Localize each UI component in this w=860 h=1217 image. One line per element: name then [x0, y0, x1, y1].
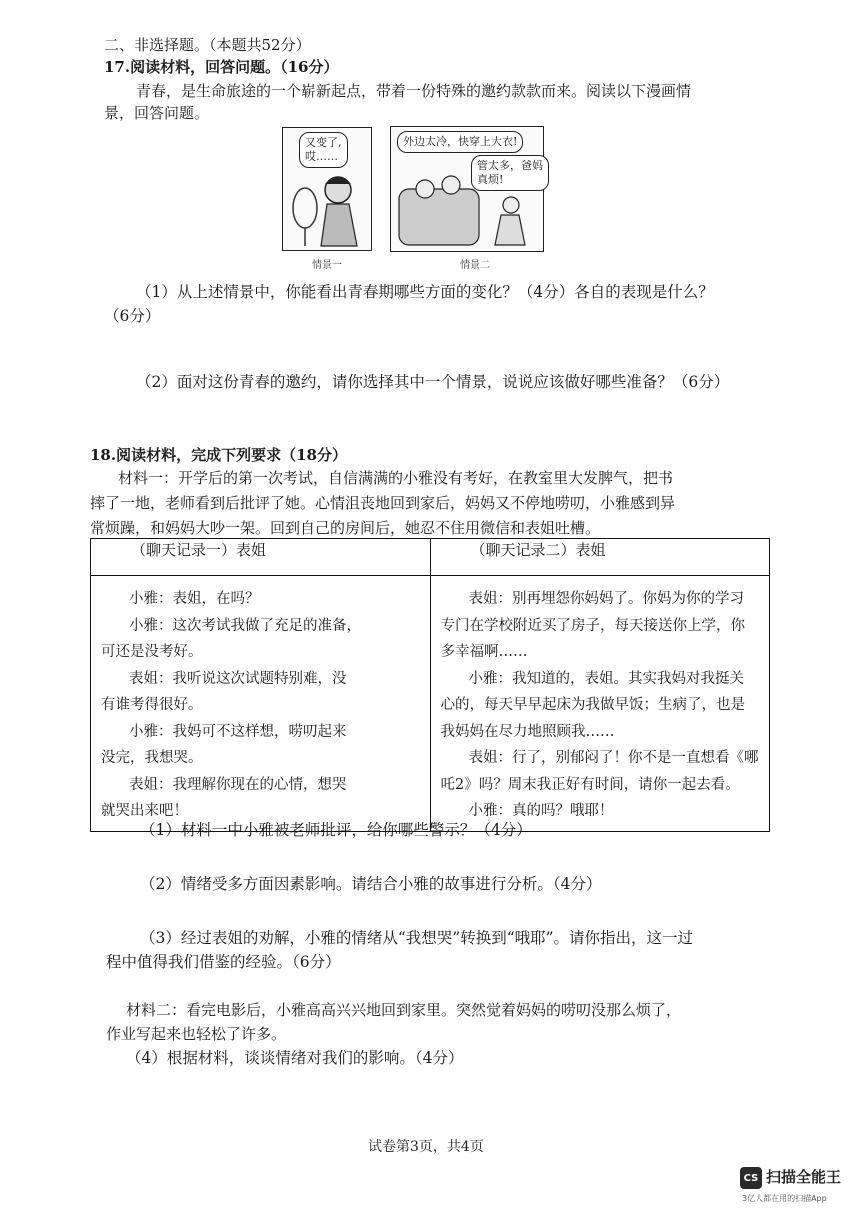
q17-title: 17.阅读材料，回答问题。（16分） — [104, 58, 339, 76]
chat2-line: 表姐：行了，别郁闷了！你不是一直想看《哪 — [468, 750, 759, 766]
comic-scene-two — [390, 126, 544, 252]
chat2-body — [430, 576, 770, 832]
chat1-line: 没完，我想哭。 — [101, 750, 203, 766]
camscanner-logo-icon: CS — [740, 1167, 762, 1189]
section-title: 二、非选择题。（本题共52分） — [104, 36, 311, 54]
chat1-line: 有谁考得很好。 — [101, 697, 203, 713]
chat2-line: 小雅：真的吗？哦耶！ — [468, 803, 614, 819]
app-name: 扫描全能王 — [766, 1168, 842, 1186]
chat1-line: 可还是没考好。 — [101, 644, 203, 660]
comic1-bubble-line2: 哎…… — [305, 150, 338, 163]
chat2-line: 小雅：我知道的，表姐。其实我妈对我挺关 — [468, 670, 744, 687]
material1-line2: 摔了一地，老师看到后批评了她。心情沮丧地回到家后，妈妈又不停地唠叨，小雅感到异 — [90, 494, 676, 512]
q18-sub1: （1）材料一中小雅被老师批评，给你哪些警示？（4分） — [140, 821, 532, 839]
page-number: 试卷第3页，共4页 — [368, 1139, 484, 1155]
chat1-body — [91, 576, 431, 832]
chat2-line: 表姐：别再埋怨你妈妈了。你妈为你的学习 — [468, 591, 744, 607]
comic1-caption: 情景一 — [312, 260, 342, 271]
chat2-header: （聊天记录二）表姐 — [430, 539, 770, 576]
comic2-caption: 情景二 — [460, 260, 490, 271]
q18-sub4: （4）根据材料，谈谈情绪对我们的影响。（4分） — [126, 1049, 464, 1067]
q17-sub1-line1: （1）从上述情景中，你能看出青春期哪些方面的变化？（4分）各自的表现是什么？ — [136, 283, 714, 301]
material1-line3: 常烦躁，和妈妈大吵一架。回到自己的房间后，她忍不住用微信和表姐吐槽。 — [90, 519, 601, 537]
chat1-line: 就哭出来吧！ — [101, 803, 188, 819]
chat2-line: 多幸福啊…… — [440, 644, 528, 660]
chat1-header: （聊天记录一）表姐 — [91, 539, 431, 576]
material2-line1: 材料二：看完电影后，小雅高高兴兴地回到家里。突然觉着妈妈的唠叨没那么烦了， — [126, 1001, 682, 1019]
material2-line2: 作业写起来也轻松了许多。 — [106, 1025, 287, 1043]
material1-line1: 材料一：开学后的第一次考试，自信满满的小雅没有考好，在教室里大发脾气，把书 — [118, 469, 674, 487]
chat1-line: 小雅：我妈可不这样想，唠叨起来 — [129, 723, 347, 740]
q17-intro-line2: 景，回答问题。 — [104, 104, 210, 122]
comic1-bubble-line1: 又变了, — [305, 136, 342, 149]
q17-sub1-line2: （6分） — [104, 307, 161, 325]
chat1-line: 表姐：我理解你现在的心情，想哭 — [129, 776, 347, 793]
comic2-parent-bubble: 外边太冷，快穿上大衣! — [397, 131, 523, 153]
comic2-child-bubble-line1: 管太多，爸妈 — [477, 159, 543, 172]
q17-sub2: （2）面对这份青春的邀约，请你选择其中一个情景，说说应该做好哪些准备？（6分） — [136, 373, 730, 391]
q17-intro-line1: 青春，是生命旅途的一个崭新起点，带着一份特殊的邀约款款而来。阅读以下漫画情 — [136, 82, 692, 100]
chat-records-table — [90, 538, 770, 832]
chat1-line: 小雅：这次考试我做了充足的准备， — [129, 617, 361, 634]
chat1-line: 小雅：表姐，在吗？ — [129, 591, 260, 607]
app-tagline: 3亿人都在用的扫描App — [742, 1194, 827, 1203]
q18-title: 18.阅读材料，完成下列要求（18分） — [90, 446, 347, 464]
chat2-line: 心的，每天早早起床为我做早饭；生病了，也是 — [440, 697, 745, 713]
q18-sub3-line1: （3）经过表姐的劝解，小雅的情绪从“我想哭”转换到“哦耶”。请你指出，这一过 — [140, 929, 694, 947]
comic2-child-bubble-line2: 真烦! — [477, 173, 504, 186]
chat2-line: 专门在学校附近买了房子，每天接送你上学，你 — [440, 617, 745, 634]
chat2-line: 吒2》吗？周末我正好有时间，请你一起去看。 — [440, 776, 740, 793]
chat1-line: 表姐：我听说这次试题特别难，没 — [129, 670, 347, 687]
q18-sub3-line2: 程中值得我们借鉴的经验。（6分） — [106, 953, 341, 971]
chat2-line: 我妈妈在尽力地照顾我…… — [440, 723, 615, 740]
q18-sub2: （2）情绪受多方面因素影响。请结合小雅的故事进行分析。（4分） — [140, 875, 602, 893]
comic-scene-one — [282, 127, 372, 251]
